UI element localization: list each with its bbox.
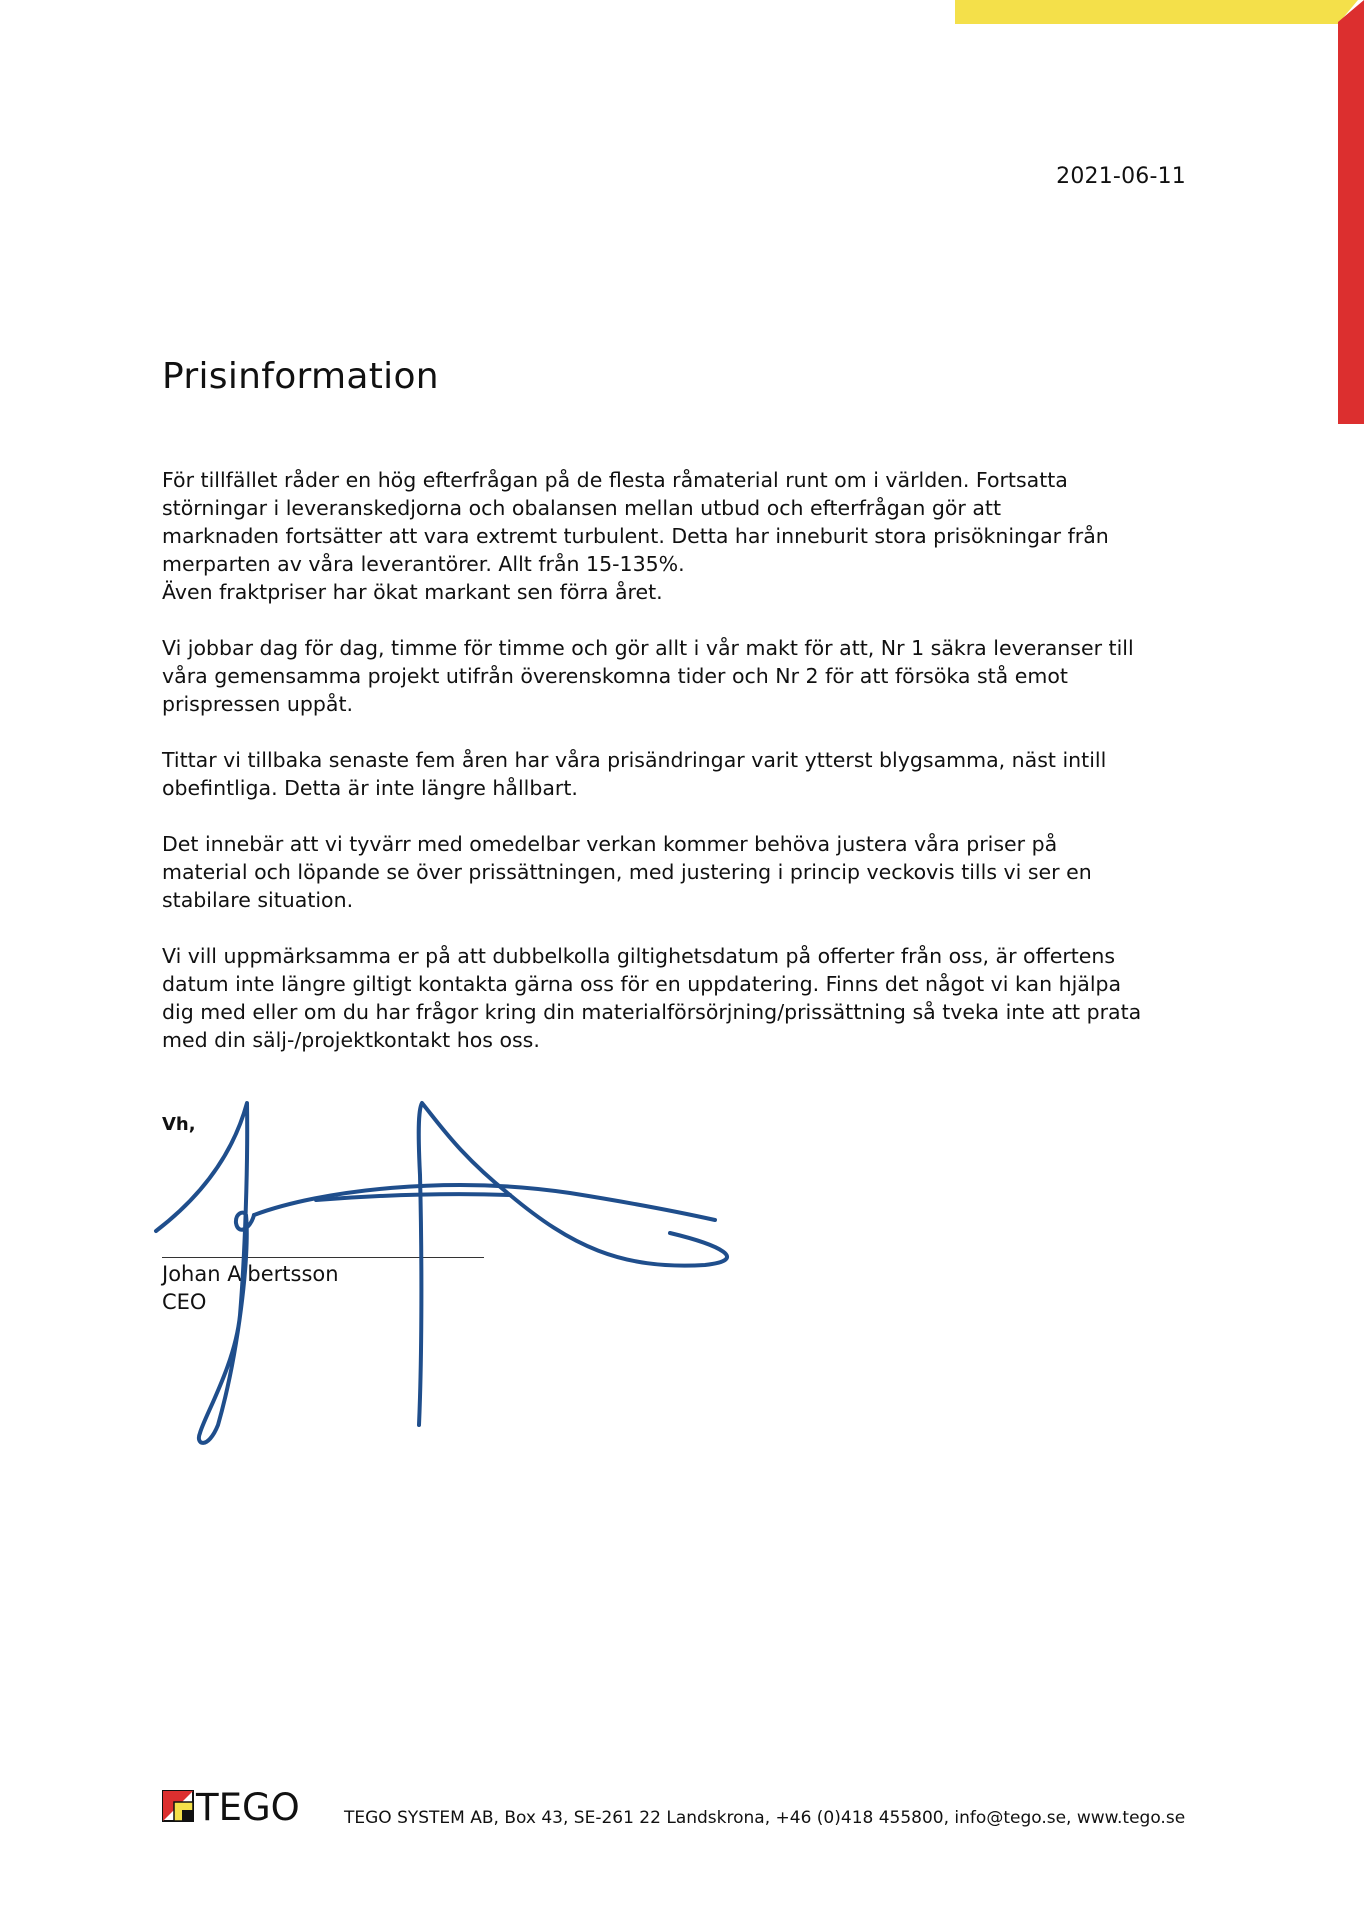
- paragraph: Vi jobbar dag för dag, timme för timme och gör allt i vår makt för att, Nr 1 säkra leveranser till våra gemensamma projekt utifrån överenskomna tider och Nr 2 för att försöka stå emot prispressen uppåt.: [162, 636, 1134, 716]
- paragraph: För tillfället råder en hög efterfrågan på de flesta råmaterial runt om i världen. Fortsatta störningar i leveranskedjorna och obalansen mellan utbud och efterfrågan gör att marknaden fortsätter att vara extremt turbulent. Detta har inneburit stora prisökningar från merparten av våra leverantörer. Allt från 15-135%. Även fraktpriser har ökat markant sen förra året.: [162, 468, 1109, 604]
- handwritten-signature: [150, 1095, 750, 1445]
- closing-greeting: Vh,: [162, 1114, 196, 1135]
- paragraph: Det innebär att vi tyvärr med omedelbar verkan kommer behöva justera våra priser på material och löpande se över prissättningen, med justering i princip veckovis tills vi ser en stabilare situation.: [162, 832, 1092, 912]
- paragraph: Tittar vi tillbaka senaste fem åren har våra prisändringar varit ytterst blygsamma, näst intill obefintliga. Detta är inte längre hållbart.: [162, 748, 1107, 800]
- tego-logo: [162, 1787, 322, 1827]
- signer-title: CEO: [162, 1290, 207, 1314]
- page-title: Prisinformation: [162, 356, 439, 397]
- footer-contact: TEGO SYSTEM AB, Box 43, SE-261 22 Landskrona, +46 (0)418 455800, info@tego.se, www.tego.se: [344, 1808, 1186, 1828]
- letter-date: 2021-06-11: [1056, 164, 1186, 189]
- signer-name: Johan Albertsson: [162, 1262, 339, 1286]
- letter-body: [162, 466, 1202, 1082]
- tego-logo-text: TEGO: [196, 1787, 300, 1827]
- red-accent-bar: [1338, 0, 1364, 424]
- paragraph: Vi vill uppmärksamma er på att dubbelkolla giltighetsdatum på offerter från oss, är offertens datum inte längre giltigt kontakta gärna oss för en uppdatering. Finns det något vi kan hjälpa dig med eller om du har frågor kring din materialförsörjning/prissättning så tveka inte att prata med din sälj-/projektkontakt hos oss.: [162, 944, 1142, 1052]
- yellow-accent-bar: [955, 0, 1358, 24]
